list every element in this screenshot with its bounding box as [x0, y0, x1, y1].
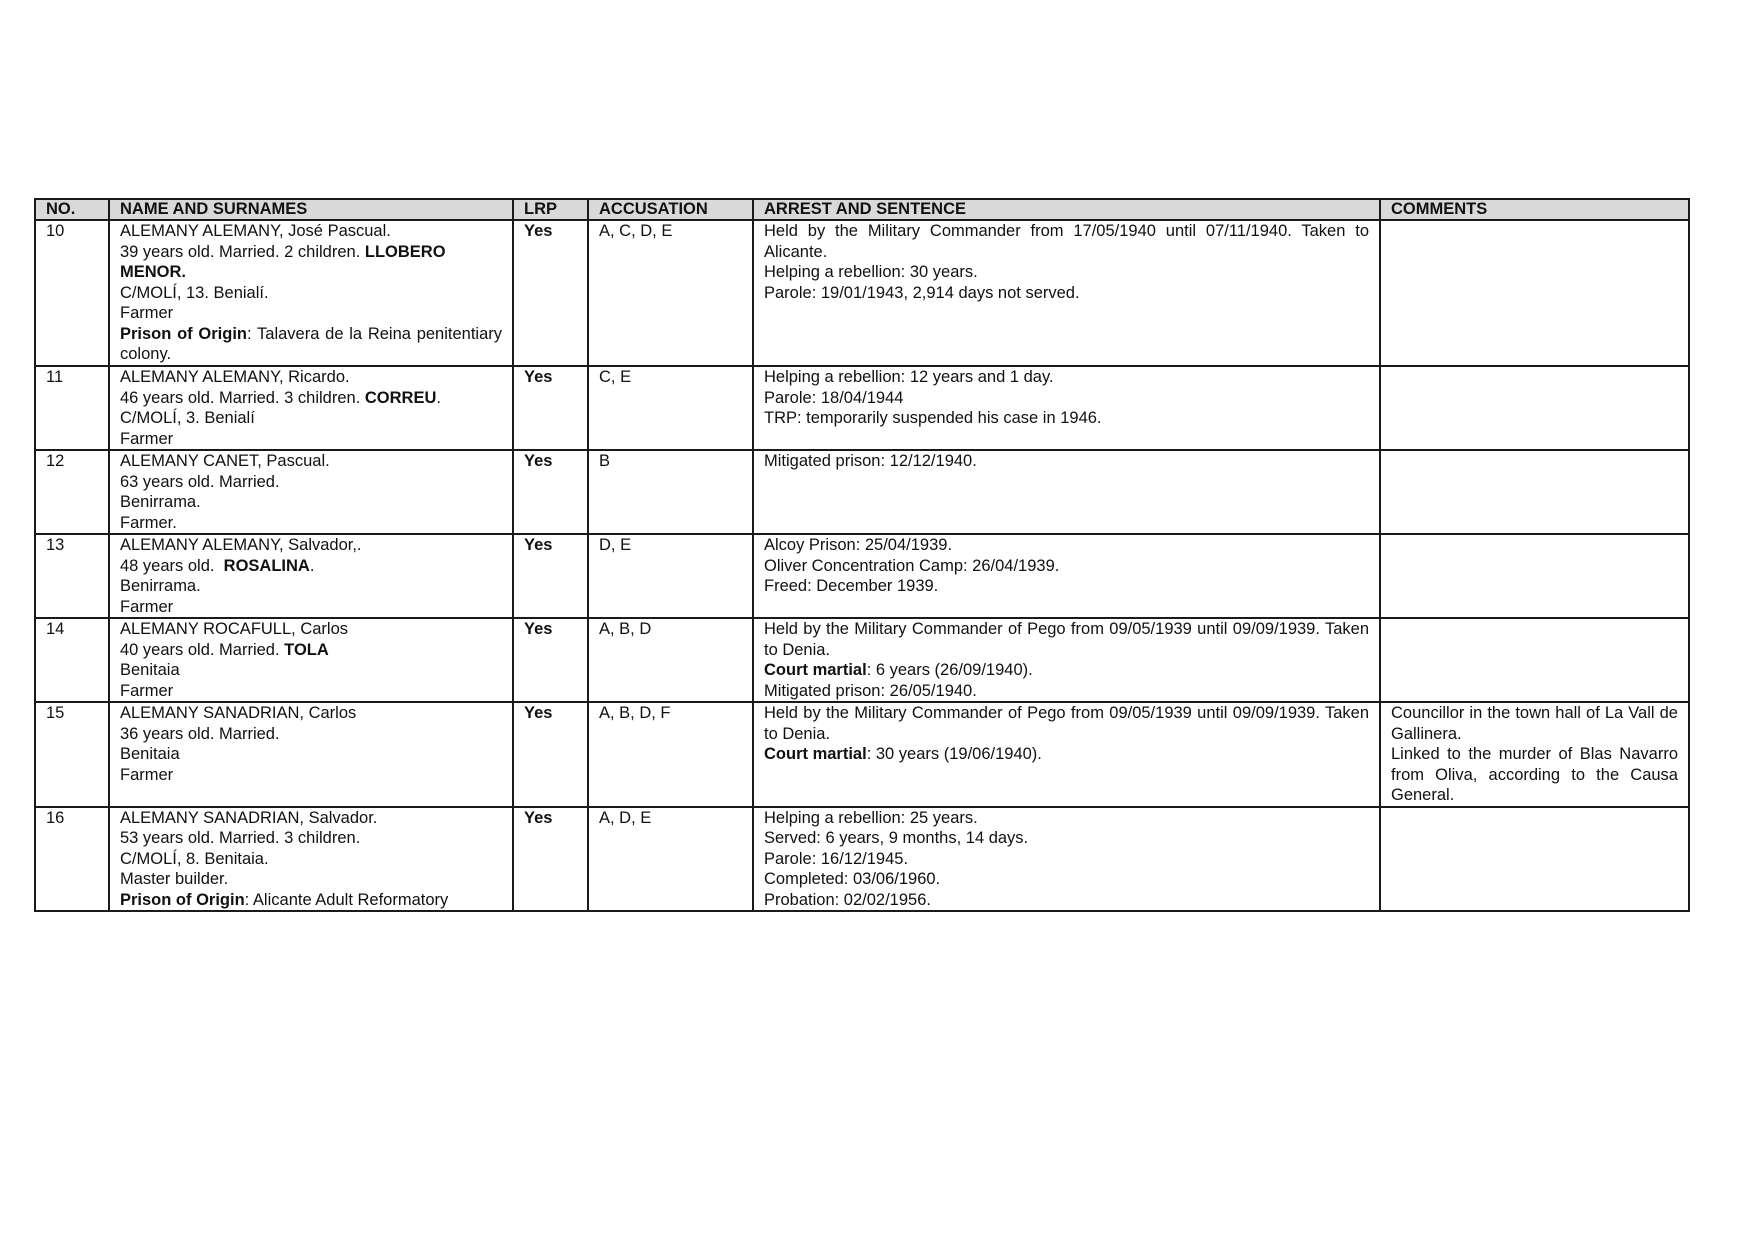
arrest-line: Court martial: 30 years (19/06/1940). [764, 745, 1042, 763]
arrest-line: Mitigated prison: 26/05/1940. [764, 681, 977, 700]
prisoner-name: ALEMANY CANET, Pascual. [120, 452, 330, 470]
prisoner-name: ALEMANY ALEMANY, Salvador,. [120, 536, 362, 554]
cell-accusation: A, C, D, E [588, 220, 753, 366]
arrest-line: Served: 6 years, 9 months, 14 days. [764, 829, 1029, 847]
arrest-line: Probation: 02/02/1956. [764, 890, 931, 909]
cell-lrp: Yes [513, 618, 588, 702]
cell-lrp: Yes [513, 702, 588, 807]
arrest-line: Parole: 16/12/1945. [764, 849, 909, 868]
cell-accusation: B [588, 450, 753, 534]
prisoner-occupation: Farmer [120, 681, 174, 700]
arrest-line: Helping a rebellion: 25 years. [764, 808, 978, 827]
prisoner-details: 48 years old. ROSALINA. [120, 556, 315, 575]
cell-no: 13 [35, 534, 109, 618]
cell-name [109, 618, 513, 702]
cell-comments [1380, 450, 1689, 534]
table-row [35, 366, 1689, 450]
arrest-line: Helping a rebellion: 30 years. [764, 263, 978, 281]
cell-comments [1380, 534, 1689, 618]
cell-arrest [753, 220, 1380, 366]
prisoner-name: ALEMANY SANADRIAN, Salvador. [120, 808, 378, 827]
header-comments: COMMENTS [1380, 199, 1689, 220]
cell-arrest [753, 450, 1380, 534]
cell-comments [1380, 618, 1689, 702]
prisoner-name: ALEMANY ALEMANY, Ricardo. [120, 368, 350, 386]
prisoner-occupation: Farmer. [120, 513, 177, 532]
cell-arrest [753, 534, 1380, 618]
arrest-line: Held by the Military Commander of Pego from 09/05/1939 until 09/09/1939. Taken to Denia. [764, 620, 1369, 659]
prisoner-name: ALEMANY ROCAFULL, Carlos [120, 620, 349, 638]
prisoner-occupation: Farmer [120, 765, 174, 784]
prisoner-nickname: CORREU [364, 388, 437, 407]
prisoner-occupation: Farmer [120, 304, 174, 322]
cell-name [109, 220, 513, 366]
cell-name [109, 366, 513, 450]
prisoner-address: Benitaia [120, 661, 180, 679]
prisoner-records-table [34, 198, 1690, 912]
arrest-line: Freed: December 1939. [764, 577, 939, 595]
cell-no: 14 [35, 618, 109, 702]
arrest-line: TRP: temporarily suspended his case in 1946. [764, 409, 1102, 427]
cell-accusation: D, E [588, 534, 753, 618]
prisoner-address: Benitaia [120, 745, 180, 763]
header-arrest: ARREST AND SENTENCE [753, 199, 1380, 220]
cell-no: 16 [35, 807, 109, 912]
arrest-line: Parole: 19/01/1943, 2,914 days not served. [764, 283, 1080, 302]
arrest-line: Oliver Concentration Camp: 26/04/1939. [764, 556, 1060, 575]
prisoner-details: 36 years old. Married. [120, 724, 280, 743]
cell-arrest [753, 807, 1380, 912]
cell-name [109, 450, 513, 534]
prisoner-occupation: Master builder. [120, 870, 229, 888]
table-row [35, 702, 1689, 807]
table-row [35, 618, 1689, 702]
header-lrp: LRP [513, 199, 588, 220]
cell-lrp: Yes [513, 450, 588, 534]
cell-lrp: Yes [513, 534, 588, 618]
arrest-line: Court martial: 6 years (26/09/1940). [764, 661, 1033, 679]
table-row [35, 807, 1689, 912]
table-header-row [35, 199, 1689, 220]
prisoner-details: 46 years old. Married. 3 children. CORREU. [120, 388, 441, 407]
prisoner-origin: Prison of Origin: Alicante Adult Reformatory [120, 890, 449, 909]
comment-line: Councillor in the town hall of La Vall de Gallinera. [1391, 704, 1678, 743]
header-no: NO. [35, 199, 109, 220]
arrest-line: Mitigated prison: 12/12/1940. [764, 452, 977, 470]
cell-accusation: A, D, E [588, 807, 753, 912]
cell-arrest [753, 366, 1380, 450]
prisoner-address: Benirrama. [120, 493, 201, 511]
prisoner-name: ALEMANY SANADRIAN, Carlos [120, 704, 357, 722]
cell-no: 10 [35, 220, 109, 366]
cell-comments [1380, 807, 1689, 912]
cell-comments [1380, 702, 1689, 807]
cell-no: 15 [35, 702, 109, 807]
cell-accusation: A, B, D, F [588, 702, 753, 807]
prisoner-occupation: Farmer [120, 597, 174, 616]
prisoner-occupation: Farmer [120, 429, 174, 448]
cell-name [109, 807, 513, 912]
cell-lrp: Yes [513, 220, 588, 366]
prisoner-details: 39 years old. Married. 2 children. LLOBERO MENOR. [120, 242, 446, 281]
prisoner-address: C/MOLÍ, 3. Benialí [120, 409, 255, 427]
prisoner-address: C/MOLÍ, 13. Benialí. [120, 283, 269, 302]
arrest-line: Helping a rebellion: 12 years and 1 day. [764, 368, 1054, 386]
prisoner-name: ALEMANY ALEMANY, José Pascual. [120, 222, 391, 240]
cell-accusation: A, B, D [588, 618, 753, 702]
prisoner-origin: Prison of Origin: Talavera de la Reina penitentiary colony. [120, 324, 502, 363]
comment-line: Linked to the murder of Blas Navarro from Oliva, according to the Causa General. [1391, 745, 1678, 804]
cell-lrp: Yes [513, 807, 588, 912]
table-row [35, 450, 1689, 534]
prisoner-details: 40 years old. Married. TOLA [120, 640, 329, 659]
header-accusation: ACCUSATION [588, 199, 753, 220]
cell-no: 11 [35, 366, 109, 450]
cell-lrp: Yes [513, 366, 588, 450]
cell-arrest [753, 618, 1380, 702]
cell-no: 12 [35, 450, 109, 534]
arrest-line: Held by the Military Commander from 17/05/1940 until 07/11/1940. Taken to Alicante. [764, 222, 1369, 261]
header-name: NAME AND SURNAMES [109, 199, 513, 220]
cell-name [109, 534, 513, 618]
prisoner-nickname: TOLA [284, 640, 329, 659]
arrest-line: Parole: 18/04/1944 [764, 388, 904, 407]
cell-name [109, 702, 513, 807]
table-row [35, 534, 1689, 618]
arrest-line: Completed: 03/06/1960. [764, 870, 941, 888]
prisoner-address: C/MOLÍ, 8. Benitaia. [120, 849, 269, 868]
prisoner-details: 53 years old. Married. 3 children. [120, 829, 361, 847]
cell-accusation: C, E [588, 366, 753, 450]
cell-comments [1380, 366, 1689, 450]
cell-arrest [753, 702, 1380, 807]
prisoner-details: 63 years old. Married. [120, 472, 280, 491]
prisoner-nickname: LLOBERO MENOR. [120, 242, 446, 281]
prisoner-nickname: ROSALINA [223, 556, 310, 575]
prisoner-address: Benirrama. [120, 577, 201, 595]
table-row [35, 220, 1689, 366]
arrest-line: Held by the Military Commander of Pego from 09/05/1939 until 09/09/1939. Taken to Denia. [764, 704, 1369, 743]
arrest-line: Alcoy Prison: 25/04/1939. [764, 536, 953, 554]
cell-comments [1380, 220, 1689, 366]
